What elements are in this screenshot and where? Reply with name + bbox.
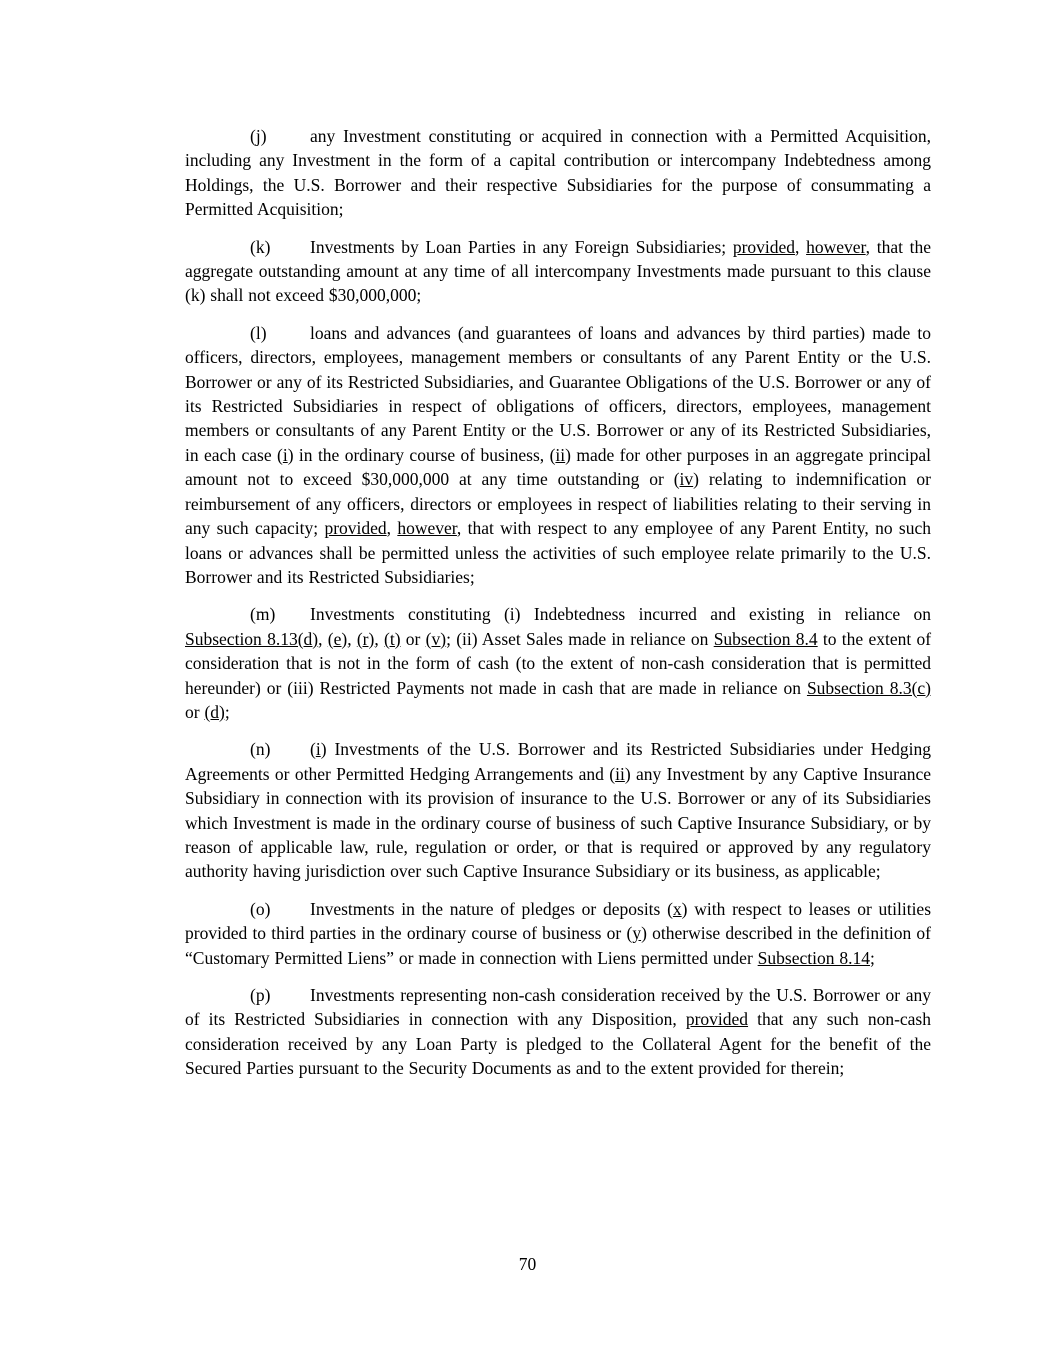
underlined-text: (v) <box>425 628 447 649</box>
text-run: , that the aggregate outstanding amount at any time of all intercompany Investments made pursuant to this clause (k) shall not exceed $30,000,000; <box>185 236 932 306</box>
underlined-text: provided <box>732 236 796 257</box>
underlined-text: Subsection 8.14 <box>757 947 870 968</box>
text-run: ) in the ordinary course of business, ( <box>287 444 556 465</box>
underlined-text: i <box>315 739 321 760</box>
text-run: loans and advances (and guarantees of loans and advances by third parties) made to officers, directors, employees, management members or consultants of any Parent Entity or the U.S. Borrower or any of its Restricted Subsidiaries, and Guarantee Obligations of the U.S. Borrower or any of its Restricted Subsidiaries in respect of obligations of officers, directors, employees, management members or consultants of any Parent Entity or the U.S. Borrower or any of its Restricted Subsidiaries, in each case ( <box>185 322 931 465</box>
text-run: , <box>795 236 807 257</box>
paragraph-o <box>185 897 931 970</box>
text-run: ) Investments of the U.S. Borrower and its Restricted Subsidiaries under Hedging Agreements or other Permitted Hedging Arrangements and ( <box>185 739 931 784</box>
underlined-text: iv <box>679 469 694 490</box>
text-run: , <box>318 628 328 649</box>
paragraph-m <box>185 602 931 724</box>
text-run: that any such non-cash consideration received by any Loan Party is pledged to the Collateral Agent for the benefit of the Secured Parties pursuant to the Security Documents as and to the extent provided for therein; <box>185 1009 931 1079</box>
text-run: Investments constituting (i) Indebtedness incurred and existing in reliance on <box>310 604 931 625</box>
underlined-text: (d) <box>204 701 225 722</box>
underlined-text: however <box>806 236 866 257</box>
underlined-text: (r) <box>356 628 375 649</box>
text-run: Investments representing non-cash consideration received by the U.S. Borrower or any of its Restricted Subsidiaries in connection with any Disposition, <box>185 985 931 1030</box>
document-body <box>185 124 931 1094</box>
text-run: Investments in the nature of pledges or deposits ( <box>310 898 673 919</box>
text-run: ; <box>869 947 875 968</box>
paragraph-n <box>185 737 931 883</box>
paragraph-label-p: (p) <box>250 985 271 1005</box>
underlined-text: ii <box>615 763 625 784</box>
underlined-text: provided <box>685 1009 749 1030</box>
text-run: ) otherwise described in the definition of “Customary Permitted Liens” or made in connection with Liens permitted under <box>185 923 932 968</box>
paragraph-k <box>185 235 931 308</box>
paragraph-label-l: (l) <box>250 322 267 343</box>
text-run: ( <box>310 739 316 760</box>
underlined-text: Subsection 8.13(d) <box>185 628 319 649</box>
underlined-text: ii <box>555 444 566 465</box>
text-run: any Investment constituting or acquired in connection with a Permitted Acquisition, including any Investment in the form of a capital contribution or intercompany Indebtedness among Holdings, the U.S. Borrower and their respective Subsidiaries for the purpose of consummating a Permitted Acquisition; <box>185 126 931 220</box>
page-number: 70 <box>518 1254 537 1274</box>
paragraph-label-k: (k) <box>250 236 271 257</box>
paragraph-label-o: (o) <box>250 898 271 919</box>
paragraph-l <box>185 321 931 589</box>
paragraph-label-n: (n) <box>250 739 271 760</box>
underlined-text: i <box>282 444 288 465</box>
text-run: to the extent of consideration that is not in the form of cash (to the extent of non-cash consideration that is permitted hereunder) or (iii) Restricted Payments not made in cash that are made in reliance on <box>185 628 932 698</box>
paragraph-label-j: (j) <box>250 126 267 146</box>
text-run: ) relating to indemnification or reimbursement of any officers, directors or employees in respect of liabilities relating to their serving in any such capacity; <box>185 469 931 539</box>
paragraph-p <box>185 983 931 1081</box>
paragraph-j <box>185 124 931 222</box>
underlined-text: however <box>397 518 457 539</box>
text-run: , <box>386 518 398 539</box>
underlined-text: y <box>632 923 642 944</box>
paragraph-label-m: (m) <box>250 604 276 625</box>
text-run: , <box>374 628 384 649</box>
text-run: ) with respect to leases or utilities provided to third parties in the ordinary course of business or ( <box>185 898 932 944</box>
text-run: , that with respect to any employee of any Parent Entity, no such loans or advances shall be permitted unless the activities of such employee relate primarily to the U.S. Borrower and its Restricted Subsidiaries; <box>185 518 931 587</box>
text-run: or <box>400 628 426 649</box>
text-run: or <box>185 701 205 722</box>
text-run: ; (ii) Asset Sales made in reliance on <box>446 628 714 649</box>
underlined-text: Subsection 8.3(c) <box>806 677 931 698</box>
underlined-text: (e) <box>327 628 348 649</box>
text-run: , <box>347 628 357 649</box>
text-run: ) any Investment by any Captive Insurance Subsidiary in connection with its provision of insurance to the U.S. Borrower or any of its Subsidiaries which Investment is made in the ordinary course of business of such Captive Insurance Subsidiary, or by reason of applicable law, rule, regulation or order, or that is required or approved by any regulatory authority having jurisdiction over such Captive Insurance Subsidiary or its business, as applicable; <box>185 763 932 882</box>
underlined-text: provided <box>324 518 387 539</box>
text-run: ) made for other purposes in an aggregate principal amount not to exceed $30,000,000 at any time outstanding or ( <box>185 444 932 490</box>
underlined-text: x <box>672 898 682 919</box>
underlined-text: Subsection 8.4 <box>713 628 818 649</box>
text-run: Investments by Loan Parties in any Foreign Subsidiaries; <box>310 236 733 257</box>
text-run: ; <box>224 701 230 722</box>
underlined-text: (t) <box>384 628 401 649</box>
